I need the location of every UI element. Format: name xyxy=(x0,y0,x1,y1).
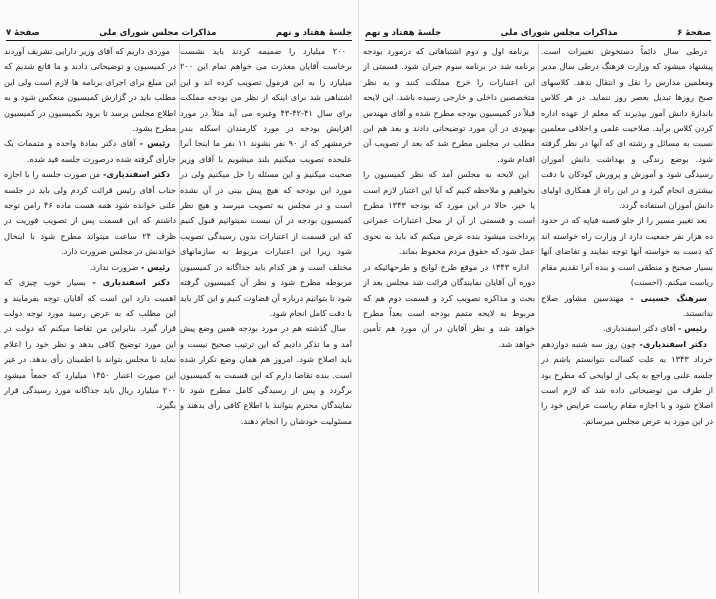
paragraph-text: ضرورت ندارد. xyxy=(89,261,139,272)
paragraph-text: چون روز سه شنبه دوازدهم خرداد ۱۳۴۳ به علت کسالت نتوانستم باشم در جلسه علنی وراجع به یکی از لوایحی که مطرح بود از طرف من توضیحاتی داده شد که لازم است اصلاح شود و با اجازه مقام ریاست عرایض خود را در این مورد به عرض مجلس میرسانم. xyxy=(541,338,713,426)
paragraph xyxy=(4,167,176,259)
paragraph-text: اداره ۱۳۴۳ در موقع طرح لوایح و طرحهائیکه در دوره آن آقایان نمایندگان قرائت شد مجلس بعد از بحث و مذاکره تصویب کرد و قسمت دوم هم که مربوط به لایحه متمم بودجه است بعداً مطرح خواهد شد و نظر آقایان در آن مورد هم تأمین خواهد شد. xyxy=(363,261,535,349)
paragraph xyxy=(4,260,176,275)
page-number: صفحهٔ ۶ xyxy=(677,28,711,38)
speaker-name: دکتر اسفندیاری - xyxy=(92,277,170,288)
paragraph-text: ۲۰۰ میلیارد را ضمیمه کردند باید نشست برخاست آقایان معذرت می خواهم تمام این ۲۰۰ میلیارد را به این فرمول تصویب کرده اند و این اشتباهی شد برای اینکه از نظر من بودجه مملکت برای سال ۴۱-۴۲-۴۳ وغیره می آید مثلاً در مورد افزایش بودجه در مورد کارمندان اسکله بندر خرمشهر که از ۹۰ نفر بشوند ۱۱ نفر ما اینجا آنرا علیحده تصویب میکنیم بلند میشویم با آقای وزیر صحبت میکنیم و این مسئله را حل میکنیم ولی در مورد این بودجه که هیچ پیش بینی در آن نشده است و در مجلس به تصویب میرسد و هیچ نظر کمیسیون بودجه در آن نیست نمیتوانیم قبول کنیم که این قسمت از اعتبارات بدون رسیدگی تصویب شود زیرا این اعتبارات مربوط به سازمانهای مختلف است و هر کدام باید جداگانه در کمیسیون مربوطه مطرح شود و نظر آن کمیسیون گرفته شود تا بتوانیم درباره آن قضاوت کنیم و این کار باید با دقت کامل انجام شود. xyxy=(180,46,352,318)
page-header xyxy=(6,22,352,41)
text-column-right xyxy=(541,44,713,595)
speaker-name: دکتر اسفندیاری- xyxy=(102,169,170,180)
paragraph xyxy=(363,44,535,167)
paragraph xyxy=(180,321,352,429)
column-divider xyxy=(538,44,539,593)
speaker-name: رئیس - xyxy=(678,323,707,334)
paragraph xyxy=(541,44,713,213)
paragraph-text: سال گذشته هم در مورد بودجه همین وضع پیش آمد و ما تذکر دادیم که این ترتیب صحیح نیست و باید اصلاح شود. امروز هم همان وضع تکرار شده است. بنده تقاضا دارم که این قسمت به کمیسیون برگردد و پس از رسیدگی کامل مطرح شود تا نمایندگان محترم بتوانند با اطلاع کافی رأی بدهند و مسئولیت خودشان را انجام دهند. xyxy=(180,323,352,426)
text-column-left xyxy=(363,44,535,595)
paragraph-text: موردی داریم که آقای وزیر دارایی تشریف آوردند در کمیسیون و توضیحاتی دادند و ما قانع شدیم که این مبلغ برای اجرای برنامه ها لازم است ولی این مطلب باید در گزارش کمیسیون منعکس شود و به اطلاع مجلس برسد تا برود بکمیسیون در کمیسیون مطرح بشود. xyxy=(4,46,176,134)
paragraph xyxy=(4,275,176,414)
speaker-name: دکتر اسفندیاری- xyxy=(639,338,708,349)
paragraph-text: بسیار خوب چیزی که اهمیت دارد این است که آقایان توجه بفرمایند و این مطلب که به عرض رسید مورد توجه دولت قرار گیرد. بنابراین من تقاضا میکنم که دولت در این مورد توضیح کافی بدهد و نظر خود را اعلام نماید تا مجلس بتواند با اطمینان رأی بدهد. در غیر این صورت اعتبار ۱۴۵۰ میلیارد که جمعاً میشود ۲۰۰ میلیارد ریال باید جداگانه مورد رسیدگی قرار بگیرد. xyxy=(4,277,176,411)
session-title: جلسهٔ هفتاد و نهم xyxy=(365,28,442,38)
paragraph xyxy=(541,321,713,336)
page-number: صفحهٔ ۷ xyxy=(6,28,40,38)
speaker-name: رئیس - xyxy=(141,261,170,272)
paragraph-text: درطی سال دائماً دستخوش تغییرات است. پیشنهاد میشود که وزارت فرهنگ درطی سال مدیر ومعلمین مدارس را نقل و انتقال ندهد. کلاسهای صبح روزها تبدیل بعصر روز ننماید. در هر کلاس باندازهٔ دانش آموز بپذیرند که معلم از عهده اداره کردن کلاس برآید. صلاحیت علمی و اخلاقی معلمین نسبت به مسائل و رشته ای که آنها در نظر گرفته شود. بوضع زندگی و بهداشت دانش آموزان رسیدگی شود و آموزش و پرورش کودکان با دقت بیشتری انجام گیرد و در این راه از همکاری اولیای دانش آموزان استفاده گردد. xyxy=(541,46,713,211)
publication-title: مذاکرات مجلس شورای ملی xyxy=(99,28,217,38)
paragraph xyxy=(4,136,176,167)
column-divider xyxy=(179,44,180,593)
right-page xyxy=(358,0,716,599)
paragraph xyxy=(4,44,176,136)
paragraph-text: مهندسین مشاور صلاح ندانستند. xyxy=(541,292,713,318)
paragraph-text: آقای دکتر اسفندیاری. xyxy=(602,323,676,334)
paragraph xyxy=(363,167,535,259)
text-column-left xyxy=(4,44,176,595)
paragraph xyxy=(180,44,352,321)
paragraph-text: آقای دکتر بمادهٔ واحده و متممات یک جارأی گرفته شده درصورت جلسه قید شده. xyxy=(4,138,176,164)
paragraph xyxy=(363,260,535,352)
paragraph-text: بعد تغییر مسیر را از جلو قصبه فیاپه که در حدود ده هزار نفر جمعیت دارد از وزارت راه خواسته اند که دست به خواسته آنها توجه نمایند و تقاضای آنها بسیار صحیح و منطقی است و بنده آنرا تقدیم مقام ریاست میکنم. (احسنت) xyxy=(541,215,713,288)
speaker-name: سرهنگ حسینی - xyxy=(630,292,707,303)
text-column-right xyxy=(180,44,352,595)
paragraph xyxy=(541,337,713,429)
speaker-name: رئیس - xyxy=(139,138,170,149)
publication-title: مذاکرات مجلس شورای ملی xyxy=(500,28,618,38)
paragraph-text: این لایحه به مجلس آمد که نظر کمیسیون را بخواهیم و ملاحظه کنیم که آیا این اعتبار لازم است یا خیر. حالا در این مورد که بودجه ۱۳۴۳ مطرح است و قسمتی از آن از محل اعتبارات عمرانی پرداخت میشود بنده عرض میکنم که باید به نحوی عمل شود که حقوق مردم محفوظ بماند. xyxy=(363,169,535,257)
paragraph-text: برنامه اول و دوم اشتباهاتی که درمورد بودجه برنامه شد در برنامه سوم جبران شود. قسمتی از این اعتبارات را خرج مملکت کنند و به نظر متخصصین داخلی و خارجی رسیده باشد. این لایحه قبلاً در کمیسیون بودجه مطرح شده و آقای مهندس بهبودی در آن مورد توضیحاتی دادند و بعد هم این مطلب در مجلس مطرح شد که بعد از تصویب آن اقدام شود. xyxy=(363,46,535,164)
session-title: جلسهٔ هفتاد و نهم xyxy=(275,28,352,38)
paragraph xyxy=(541,213,713,290)
paragraph xyxy=(541,291,713,322)
paragraph-text: من صورت جلسه را با اجازه جناب آقای رئیس قرائت کردم ولی باید در جلسه علنی خوانده شود همه هست ماده ۴۶ رامن توجه داشتم که این قسمت پس از تصویب فوریت در ظرف ۲۴ ساعت میتواند مطرح شود با اینحال خواندنش در مجلس ضرورت دارد. xyxy=(4,169,176,257)
page-header xyxy=(365,22,711,41)
